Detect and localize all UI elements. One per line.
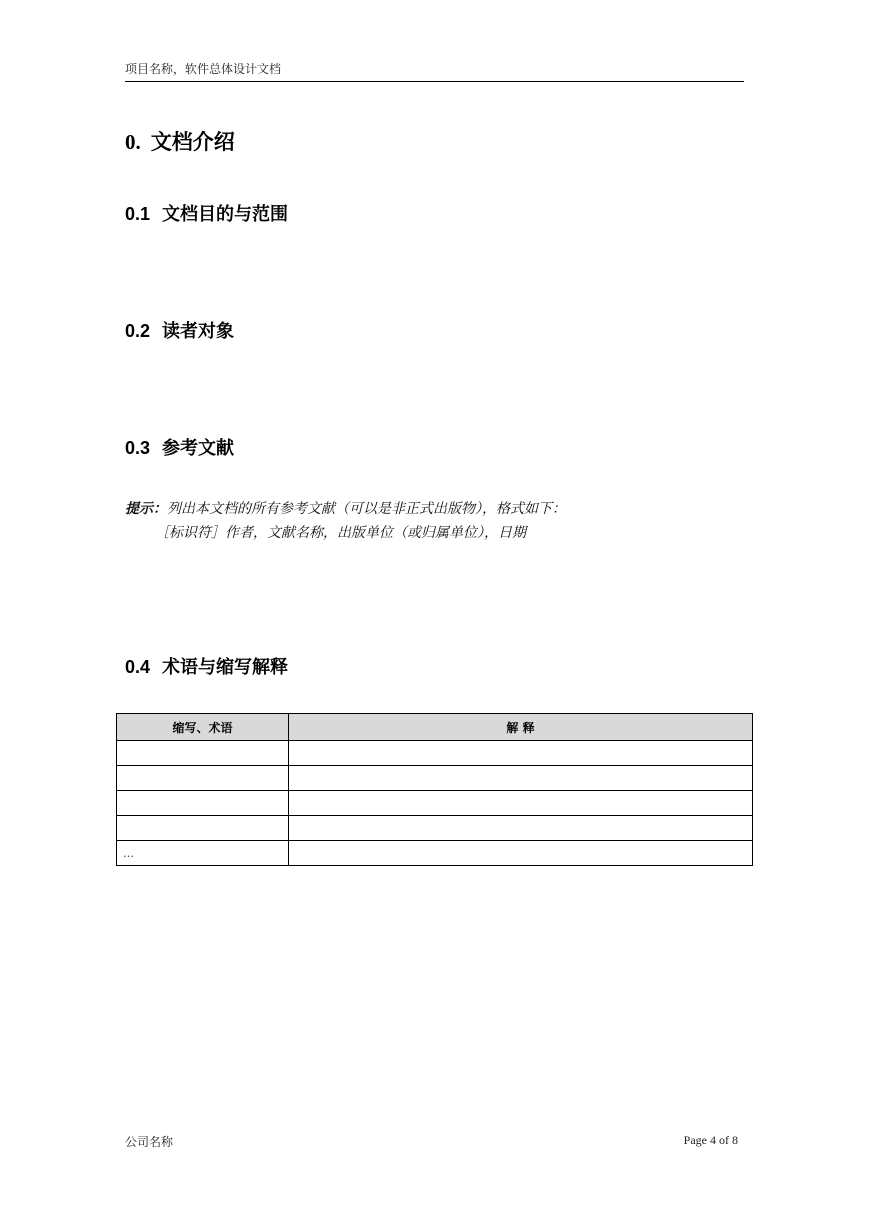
subsection-heading-0-2 [125, 319, 234, 344]
subsection-title: 参考文献 [162, 438, 235, 459]
footer-company: 公司名称 [125, 1135, 174, 1149]
term-cell [117, 741, 289, 766]
table-row [117, 816, 753, 841]
explanation-cell [289, 841, 753, 866]
section-heading [125, 128, 235, 156]
subsection-heading-0-3 [125, 436, 234, 461]
column-header-term: 缩写、术语 [117, 714, 289, 741]
subsection-title: 术语与缩写解释 [162, 657, 289, 678]
subsection-number: 0.1 [125, 204, 151, 224]
hint-line-1: 列出本文档的所有参考文献（可以是非正式出版物），格式如下： [167, 501, 566, 517]
section-number: 0. [125, 130, 141, 154]
subsection-title: 文档目的与范围 [162, 204, 289, 225]
table-row [117, 741, 753, 766]
explanation-cell [289, 766, 753, 791]
hint-label: 提示： [125, 501, 167, 517]
subsection-number: 0.3 [125, 438, 151, 458]
table-row [117, 766, 753, 791]
page-header [125, 62, 744, 82]
column-header-explanation: 解 释 [289, 714, 753, 741]
header-title: 项目名称，软件总体设计文档 [125, 62, 282, 76]
explanation-cell [289, 816, 753, 841]
table-row [117, 791, 753, 816]
table-row [117, 841, 753, 866]
hint-line-2: ［标识符］作者，文献名称，出版单位（或归属单位），日期 [155, 525, 526, 541]
term-cell [117, 766, 289, 791]
term-cell [117, 791, 289, 816]
footer-page-number: Page 4 of 8 [683, 1133, 738, 1147]
section-title: 文档介绍 [150, 129, 235, 154]
table-header-row [117, 714, 753, 741]
subsection-title: 读者对象 [162, 321, 235, 342]
explanation-cell [289, 791, 753, 816]
subsection-number: 0.2 [125, 321, 151, 341]
explanation-cell [289, 741, 753, 766]
term-cell: … [117, 841, 289, 866]
subsection-heading-0-1 [125, 202, 288, 227]
term-cell [117, 816, 289, 841]
terms-table [116, 713, 753, 866]
subsection-number: 0.4 [125, 657, 151, 677]
reference-hint [125, 497, 566, 545]
subsection-heading-0-4 [125, 655, 288, 680]
